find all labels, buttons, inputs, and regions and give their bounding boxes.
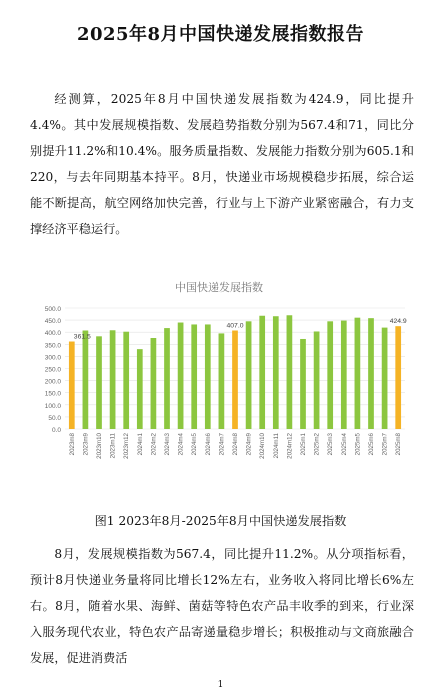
- y-tick-label: 150.0: [44, 390, 61, 398]
- bar-2025m7: [382, 328, 388, 429]
- bar-2024m7: [219, 333, 225, 429]
- bar-2024m2: [151, 338, 157, 429]
- bar-2024m3: [164, 328, 170, 429]
- bar-2024m4: [178, 323, 184, 429]
- x-tick-label: 2024m11: [272, 433, 280, 459]
- y-tick-label: 350.0: [44, 342, 61, 350]
- y-tick-label: 450.0: [44, 318, 61, 326]
- x-tick-label: 2024m3: [164, 433, 171, 456]
- bar-2024m5: [191, 324, 197, 429]
- x-tick-label: 2025m3: [327, 433, 335, 456]
- x-tick-label: 2025m2: [313, 433, 321, 456]
- bar-2025m3: [327, 321, 333, 429]
- y-tick-label: 250.0: [44, 366, 61, 374]
- bar-2024m12: [287, 315, 293, 429]
- x-tick-label: 2024m10: [259, 433, 267, 459]
- bar-2023m9: [83, 331, 89, 429]
- x-tick-label: 2025m1: [300, 433, 307, 456]
- data-label: 361.5: [73, 333, 91, 341]
- x-tick-label: 2024m6: [204, 433, 212, 456]
- bar-2023m8: [69, 342, 75, 429]
- bar-2025m4: [341, 321, 347, 429]
- x-tick-label: 2024m8: [232, 433, 239, 456]
- x-tick-label: 2024m12: [286, 433, 294, 459]
- x-tick-label: 2023m12: [123, 433, 131, 459]
- y-tick-label: 50.0: [48, 414, 61, 422]
- intro-paragraph: 经测算，2025年8月中国快递发展指数为424.9，同比提升4.4%。其中发展规模指数、发展趋势指数分别为567.4和71，同比分别提升11.2%和10.4%。服务质量指数、发展能力指数分别为605.1和220，与去年同期基本持平。8月，快递业市场规模稳步拓展，综合运能不断提高，航空网络加快完善，行业与上下游产业紧密融合，有力支撑经济平稳运行。: [30, 92, 414, 236]
- chart-title: 中国快递发展指数: [175, 282, 263, 294]
- y-tick-label: 0.0: [51, 427, 61, 434]
- y-tick-label: 500.0: [44, 306, 61, 313]
- figure-caption: 图1 2023年8月-2025年8月中国快递发展指数: [94, 514, 347, 528]
- express-index-bar-chart: [27, 273, 411, 509]
- bar-2023m11: [110, 330, 116, 429]
- bar-2025m2: [314, 331, 320, 429]
- bar-2025m5: [355, 318, 361, 429]
- x-tick-label: 2024m4: [177, 433, 185, 456]
- y-tick-label: 200.0: [44, 378, 61, 386]
- x-tick-label: 2024m7: [218, 433, 226, 456]
- x-tick-label: 2024m1: [136, 433, 144, 456]
- bar-2025m1: [300, 339, 306, 429]
- bar-2024m1: [137, 349, 143, 429]
- x-tick-label: 2025m5: [354, 433, 362, 456]
- x-tick-label: 2024m5: [191, 433, 199, 456]
- x-tick-label: 2025m4: [340, 433, 348, 456]
- x-tick-label: 2023m11: [109, 433, 117, 459]
- x-tick-label: 2025m7: [381, 433, 389, 456]
- bar-2024m8: [232, 331, 238, 429]
- x-tick-label: 2023m10: [96, 433, 103, 459]
- x-tick-label: 2023m9: [82, 433, 90, 456]
- data-label: 424.9: [389, 318, 407, 326]
- bar-2023m10: [96, 336, 102, 429]
- x-tick-label: 2025m8: [395, 433, 403, 456]
- page-number: 1: [217, 680, 224, 690]
- y-tick-label: 100.0: [44, 402, 61, 410]
- x-tick-label: 2024m2: [150, 433, 158, 456]
- x-tick-label: 2025m6: [368, 433, 375, 456]
- bar-2025m8: [395, 326, 401, 429]
- bar-2023m12: [123, 332, 129, 429]
- y-tick-label: 300.0: [44, 354, 61, 362]
- x-tick-label: 2024m9: [245, 433, 253, 456]
- y-tick-label: 400.0: [44, 330, 61, 338]
- bar-2024m10: [259, 316, 265, 429]
- bar-2024m11: [273, 316, 279, 429]
- scale-paragraph: 8月，发展规模指数为567.4，同比提升11.2%。从分项指标看，预计8月快递业务量将同比增长12%左右，业务收入将同比增长6%左右。8月，随着水果、海鲜、菌菇等特色农产品丰收季的到来，行业深入服务现代农业，特色农产品寄递量稳步增长；积极推动与文商旅融合发展，促进消费活: [30, 547, 414, 665]
- bar-2024m9: [246, 321, 252, 429]
- data-label: 407.0: [226, 322, 244, 330]
- bar-2025m6: [368, 318, 374, 429]
- report-title: 2025年8月中国快递发展指数报告: [76, 24, 365, 45]
- x-tick-label: 2023m8: [68, 433, 76, 456]
- bar-2024m6: [205, 324, 211, 429]
